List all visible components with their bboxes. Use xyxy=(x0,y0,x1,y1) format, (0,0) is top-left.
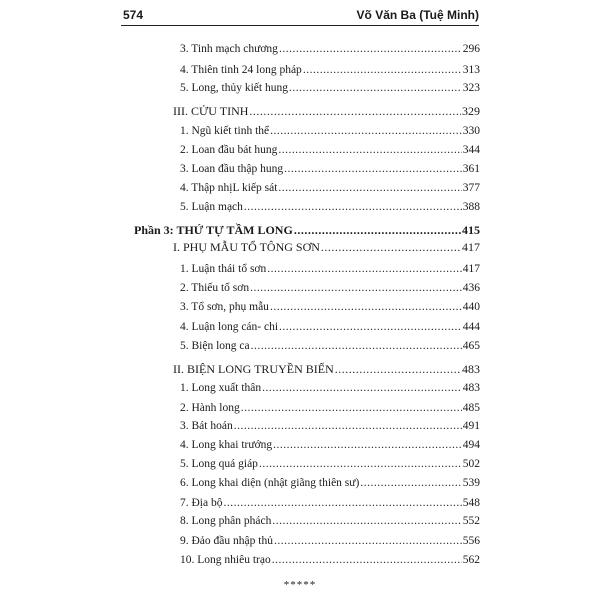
toc-dot-leader xyxy=(250,281,462,295)
toc-entry-page: 344 xyxy=(462,144,480,156)
toc-entry xyxy=(180,457,480,471)
toc-part-heading xyxy=(134,223,480,237)
toc-dot-leader xyxy=(303,63,462,77)
toc-entry-page: 417 xyxy=(462,263,480,275)
toc-dot-leader xyxy=(321,240,461,254)
toc-entry-page: 415 xyxy=(462,223,480,237)
toc-entry-label: 2. Hành long xyxy=(180,402,240,414)
toc-entry-label: 3. Tổ sơn, phụ mẫu xyxy=(180,301,269,313)
toc-entry xyxy=(180,143,480,157)
toc-dot-leader xyxy=(279,42,462,56)
toc-entry xyxy=(180,534,480,548)
toc-entry-label: 5. Biện long ca xyxy=(180,340,250,352)
toc-entry xyxy=(180,419,480,433)
toc-entry xyxy=(180,300,480,314)
toc-entry-page: 491 xyxy=(462,420,480,432)
toc-entry xyxy=(180,81,480,95)
toc-entry-page: 436 xyxy=(462,282,480,294)
toc-entry-page: 361 xyxy=(462,163,480,175)
toc-entry xyxy=(180,438,480,452)
toc-entry xyxy=(180,200,480,214)
toc-entry-page: 562 xyxy=(462,554,480,566)
toc-entry-page: 417 xyxy=(462,240,480,254)
toc-entry xyxy=(180,476,480,490)
toc-entry-page: 388 xyxy=(462,201,480,213)
toc-section xyxy=(173,240,480,254)
toc-dot-leader xyxy=(273,438,462,452)
toc-dot-leader xyxy=(272,553,462,567)
toc-entry-label: 3. Bát hoán xyxy=(180,420,233,432)
toc-entry xyxy=(180,124,480,138)
toc-entry-label: 4. Thiên tinh 24 long pháp xyxy=(180,64,302,76)
toc-entry-label: 2. Loan đầu bát hung xyxy=(180,144,278,156)
toc-entry-page: 552 xyxy=(462,515,480,527)
toc-entry-label: 1. Ngũ kiết tinh thể xyxy=(180,125,270,137)
page-number: 574 xyxy=(123,8,144,22)
toc-entry xyxy=(180,42,480,56)
toc-entry-page: 483 xyxy=(462,362,480,376)
toc-dot-leader xyxy=(272,514,461,528)
toc-dot-leader xyxy=(259,457,462,471)
toc-entry-page: 556 xyxy=(462,535,480,547)
toc-dot-leader xyxy=(294,223,461,237)
toc-entry-page: 444 xyxy=(462,321,480,333)
toc-entry-label: III. CỬU TINH xyxy=(173,104,249,118)
toc-entry-label: II. BIỆN LONG TRUYỀN BIẾN xyxy=(173,362,334,376)
toc-entry-page: 483 xyxy=(462,382,480,394)
toc-entry-label: 5. Long, thủy kiết hung xyxy=(180,82,288,94)
toc-dot-leader xyxy=(284,162,462,176)
toc-entry-page: 494 xyxy=(462,439,480,451)
toc-entry xyxy=(180,262,480,276)
toc-entry-page: 440 xyxy=(462,301,480,313)
toc-entry-label: 3. Tinh mạch chương xyxy=(180,43,278,55)
toc-entry-label: 10. Long nhiêu trạo xyxy=(180,554,271,566)
toc-entry xyxy=(180,181,480,195)
toc-entry-label: 5. Luận mạch xyxy=(180,201,243,213)
toc-dot-leader xyxy=(234,419,462,433)
toc-section xyxy=(173,104,480,118)
toc-entry-page: 313 xyxy=(462,64,480,76)
toc-entry xyxy=(180,381,480,395)
toc-dot-leader xyxy=(251,339,462,353)
running-title: Võ Văn Ba (Tuệ Minh) xyxy=(356,8,479,22)
toc-entry-label: 4. Thập nhịL kiếp sát xyxy=(180,182,278,194)
toc-dot-leader xyxy=(278,143,461,157)
toc-entry-page: 485 xyxy=(462,402,480,414)
toc-entry-label: 3. Loan đầu thập hung xyxy=(180,163,284,175)
toc-entry-label: 8. Long phân phách xyxy=(180,515,272,527)
toc-dot-leader xyxy=(267,262,462,276)
toc-entry xyxy=(180,401,480,415)
toc-entry-label: 7. Địa bộ xyxy=(180,497,223,509)
toc-entry-label: 9. Đảo đầu nhập thủ xyxy=(180,535,273,547)
toc-entry-page: 548 xyxy=(462,497,480,509)
toc-entry-page: 539 xyxy=(462,477,480,489)
toc-dot-leader xyxy=(289,81,462,95)
toc-entry xyxy=(180,496,480,510)
toc-entry xyxy=(180,320,480,334)
toc-dot-leader xyxy=(335,362,461,376)
toc-entry-label: 2. Thiếu tổ sơn xyxy=(180,282,250,294)
toc-dot-leader xyxy=(270,124,462,138)
toc-entry-page: 329 xyxy=(462,104,480,118)
toc-dot-leader xyxy=(360,476,461,490)
toc-entry xyxy=(180,281,480,295)
toc-dot-leader xyxy=(244,200,462,214)
toc-entry xyxy=(180,162,480,176)
toc-entry xyxy=(180,339,480,353)
toc-entry-label: 1. Long xuất thân xyxy=(180,382,262,394)
toc-entry-page: 377 xyxy=(462,182,480,194)
toc-entry-page: 330 xyxy=(462,125,480,137)
toc-entry-label: Phần 3: THỨ TỰ TẦM LONG xyxy=(134,223,293,237)
toc-dot-leader xyxy=(270,300,462,314)
toc-entry-page: 502 xyxy=(462,458,480,470)
toc-dot-leader xyxy=(278,181,461,195)
toc-entry-label: 1. Luận thái tổ sơn xyxy=(180,263,267,275)
toc-entry-page: 296 xyxy=(462,43,480,55)
toc-entry-label: 4. Luận long cán- chi xyxy=(180,321,279,333)
toc-entry-label: 6. Long khai diện (nhật giãng thiên sư) xyxy=(180,477,360,489)
toc-entry xyxy=(180,514,480,528)
toc-dot-leader xyxy=(279,320,462,334)
toc-dot-leader xyxy=(249,104,461,118)
toc-dot-leader xyxy=(241,401,462,415)
end-ornament: ***** xyxy=(283,579,317,591)
toc-entry xyxy=(180,63,480,77)
toc-entry xyxy=(180,553,480,567)
toc-dot-leader xyxy=(274,534,462,548)
toc-entry-label: 5. Long quá giáp xyxy=(180,458,258,470)
toc-section xyxy=(173,362,480,376)
toc-dot-leader xyxy=(223,496,461,510)
toc-entry-label: I. PHỤ MẪU TỔ TÔNG SƠN xyxy=(173,240,320,254)
toc-entry-page: 323 xyxy=(462,82,480,94)
toc-entry-label: 4. Long khai trướng xyxy=(180,439,273,451)
toc-dot-leader xyxy=(262,381,462,395)
toc-entry-page: 465 xyxy=(462,340,480,352)
